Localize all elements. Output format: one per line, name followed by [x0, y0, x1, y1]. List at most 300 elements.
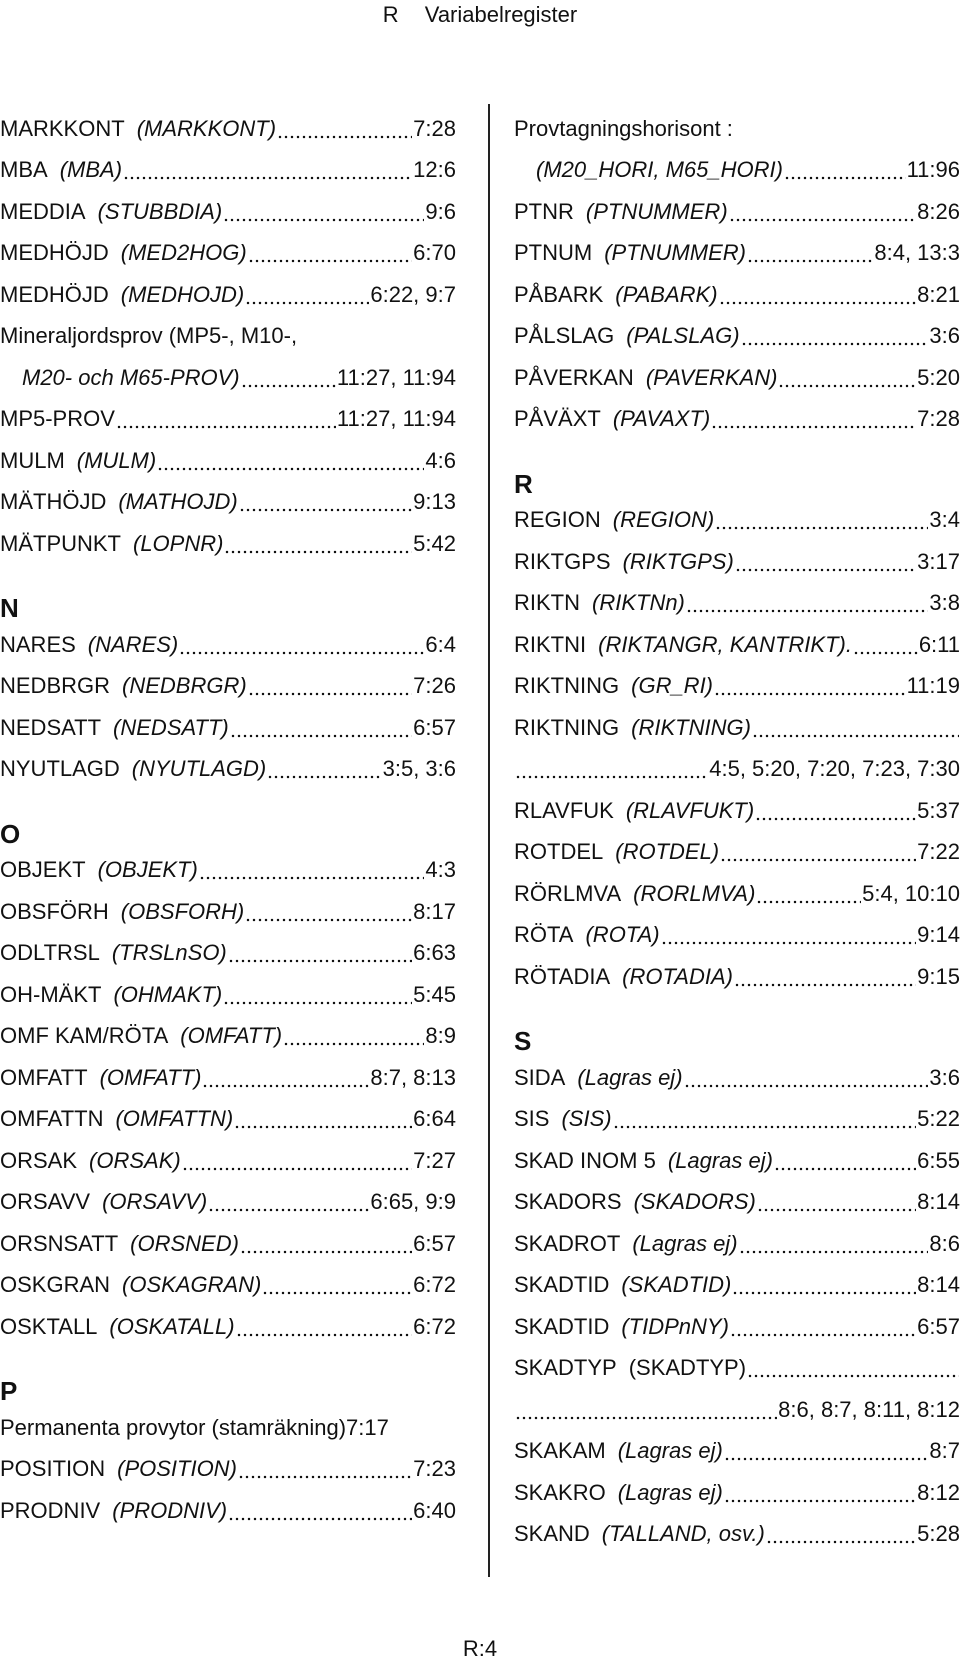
entry-code: (MED2HOG)	[120, 240, 247, 266]
dot-leader	[157, 450, 424, 472]
entry-code: (OMFATT)	[180, 1023, 283, 1049]
dot-leader	[123, 159, 412, 181]
entry-ref: 8:17	[413, 898, 456, 924]
entry-name: MÄTPUNKT	[0, 530, 121, 556]
section-heading-r: R	[514, 468, 533, 499]
index-entry	[0, 1057, 456, 1099]
entry-name: PÅVÄXT	[514, 406, 601, 432]
entry-code: (Lagras ej)	[617, 1479, 723, 1505]
entry-ref: 3:17	[917, 548, 960, 574]
index-entry	[0, 108, 456, 150]
entry-code: (ROTADIA)	[622, 963, 733, 989]
entry-code: (MULM)	[76, 447, 157, 473]
entry-ref: 8:14	[917, 1272, 960, 1298]
index-entry	[0, 624, 456, 666]
index-entry	[0, 233, 456, 275]
index-entry	[514, 1223, 960, 1265]
entry-name: MBA	[0, 157, 48, 183]
entry-ref: 6:11	[918, 631, 960, 657]
index-entry	[514, 956, 960, 998]
left-column	[0, 108, 456, 1532]
entry-code: (NYUTLAGD)	[131, 756, 267, 782]
entry-code: (SKADORS)	[633, 1189, 756, 1215]
entry-code: (STUBBDIA)	[97, 198, 223, 224]
entry-name: ORSAK	[0, 1147, 78, 1173]
dot-leader	[613, 1108, 917, 1130]
index-entry	[514, 1099, 960, 1141]
index-entry	[0, 1490, 456, 1532]
index-entry	[514, 233, 960, 275]
index-entry	[514, 915, 960, 957]
index-entry	[514, 1389, 960, 1431]
entry-code: (PABARK)	[615, 281, 718, 307]
dot-leader	[729, 201, 917, 223]
entry-name: RÖRLMVA	[514, 880, 622, 906]
entry-name: RIKTNI	[514, 631, 587, 657]
index-entry	[0, 1223, 456, 1265]
entry-name: PRODNIV	[0, 1497, 101, 1523]
index-entry	[514, 500, 960, 542]
entry-name: MP5-PROV	[0, 406, 115, 432]
entry-ref: 11:96	[906, 157, 960, 183]
index-entry	[514, 108, 960, 150]
entry-code: (PTNUMMER)	[604, 240, 746, 266]
header-letter: R	[382, 2, 399, 27]
dot-leader	[223, 201, 424, 223]
entry-ref: 6:22, 9:7	[370, 281, 456, 307]
dot-leader	[784, 159, 906, 181]
entry-code: (Lagras ej)	[577, 1064, 683, 1090]
section-heading-n: N	[0, 593, 19, 623]
dot-leader	[719, 284, 917, 306]
entry-code: (TRSLnSO)	[111, 940, 227, 966]
index-entry	[514, 1265, 960, 1307]
dot-leader	[240, 1233, 412, 1255]
dot-leader	[223, 984, 412, 1006]
dot-leader	[741, 325, 929, 347]
dot-leader	[224, 533, 412, 555]
page-header	[0, 0, 960, 30]
entry-code: (Lagras ej)	[632, 1230, 738, 1256]
index-entry	[0, 1140, 456, 1182]
entry-code: (MARKKONT)	[136, 115, 277, 141]
entry-ref: 8:9	[425, 1023, 456, 1049]
entry-ref: 11:19	[906, 673, 960, 699]
dot-leader	[755, 800, 916, 822]
index-entry	[514, 357, 960, 399]
entry-ref: 6:65, 9:9	[370, 1189, 456, 1215]
dot-leader	[228, 942, 412, 964]
dot-leader	[179, 634, 424, 656]
entry-code: (RIKTANGR, KANTRIKT).	[598, 631, 852, 657]
dot-leader	[515, 758, 708, 780]
entry-name: OSKTALL	[0, 1313, 98, 1339]
entry-name: MEDHÖJD	[0, 240, 109, 266]
entry-code: (OBJEKT)	[97, 857, 198, 883]
entry-code: (OHMAKT)	[113, 981, 223, 1007]
dot-leader	[277, 118, 412, 140]
entry-text: Permanenta provytor (stamräkning)7:17	[0, 1414, 389, 1440]
entry-code: (Lagras ej)	[617, 1438, 723, 1464]
entry-name: SKAKRO	[514, 1479, 606, 1505]
entry-code: (ORSAVV)	[102, 1189, 208, 1215]
section-heading-s: S	[514, 1026, 532, 1056]
entry-name: SKAD INOM 5	[514, 1147, 656, 1173]
entry-name: RLAVFUK	[514, 797, 614, 823]
entry-ref: 7:27	[413, 1147, 456, 1173]
dot-leader	[774, 1150, 916, 1172]
entry-code: (SKADTYP)	[628, 1355, 747, 1381]
entry-name: RIKTNING	[514, 673, 620, 699]
right-column	[514, 108, 960, 1555]
dot-leader	[262, 1274, 412, 1296]
entry-name: SKADTYP	[514, 1355, 617, 1381]
index-entry	[0, 707, 456, 749]
entry-ref: 6:55	[917, 1147, 960, 1173]
entry-ref: 6:63	[413, 940, 456, 966]
entry-ref: 7:23	[413, 1456, 456, 1482]
entry-code: (M20_HORI, M65_HORI)	[536, 157, 783, 183]
dot-leader	[267, 758, 381, 780]
entry-name: NYUTLAGD	[0, 756, 120, 782]
index-entry	[0, 933, 456, 975]
entry-name: RIKTNING	[514, 714, 620, 740]
index-entry	[0, 974, 456, 1016]
column-divider	[488, 104, 490, 1577]
entry-code: (PALSLAG)	[626, 323, 740, 349]
index-entry	[514, 790, 960, 832]
entry-code: (MEDHOJD)	[120, 281, 245, 307]
entry-code: (NARES)	[87, 631, 179, 657]
dot-leader	[239, 491, 412, 513]
entry-name: RIKTN	[514, 590, 580, 616]
entry-code: (RIKTNn)	[592, 590, 685, 616]
index-entry	[0, 440, 456, 482]
entry-code: (SIS)	[561, 1106, 612, 1132]
index-entry	[0, 274, 456, 316]
entry-ref: 12:6	[413, 157, 456, 183]
index-entry	[0, 399, 456, 441]
dot-leader	[715, 509, 928, 531]
dot-leader	[735, 551, 916, 573]
entry-ref: 8:7, 8:13	[370, 1064, 456, 1090]
entry-ref: 5:22	[917, 1106, 960, 1132]
dot-leader	[182, 1150, 412, 1172]
entry-code: (REGION)	[612, 507, 715, 533]
index-entry	[514, 832, 960, 874]
entry-name: SKAKAM	[514, 1438, 606, 1464]
index-entry	[0, 749, 456, 791]
entry-ref: 11:27, 11:94	[336, 364, 456, 390]
m-group-2	[0, 399, 456, 565]
index-entry	[0, 357, 456, 399]
entry-ref: 9:13	[413, 489, 456, 515]
index-entry	[0, 891, 456, 933]
entry-ref: 7:28	[917, 406, 960, 432]
entry-name: ODLTRSL	[0, 940, 100, 966]
r-group-2	[514, 790, 960, 998]
dot-leader	[116, 408, 336, 430]
index-entry	[514, 316, 960, 358]
r-group	[514, 500, 960, 708]
p-group	[0, 1449, 456, 1532]
index-entry	[514, 1057, 960, 1099]
index-entry	[514, 749, 960, 791]
index-entry	[0, 1016, 456, 1058]
dot-leader	[515, 1399, 777, 1421]
entry-name: MEDHÖJD	[0, 281, 109, 307]
entry-name: PTNR	[514, 198, 574, 224]
dot-leader	[236, 1316, 413, 1338]
entry-name: PTNUM	[514, 240, 593, 266]
index-entry	[0, 523, 456, 565]
entry-ref: 6:4	[425, 631, 456, 657]
entry-name: RÖTADIA	[514, 963, 611, 989]
dot-leader	[720, 841, 916, 863]
entry-ref: 3:6	[929, 323, 960, 349]
entry-ref: 4:5, 5:20, 7:20, 7:23, 7:30	[709, 756, 960, 782]
dot-leader	[756, 883, 861, 905]
entry-name: MÄTHÖJD	[0, 489, 107, 515]
entry-ref: 6:72	[413, 1272, 456, 1298]
entry-ref: 5:4, 10:10	[862, 880, 960, 906]
n-group	[0, 624, 456, 790]
entry-text: Provtagningshorisont :	[514, 115, 733, 141]
entry-ref: 5:45	[413, 981, 456, 1007]
dot-leader	[724, 1440, 929, 1462]
dot-leader	[661, 924, 917, 946]
entry-code: (OMFATT)	[99, 1064, 202, 1090]
entry-name: PÅVERKAN	[514, 364, 634, 390]
entry-ref: 9:14	[917, 922, 960, 948]
index-entry	[514, 541, 960, 583]
s-group	[514, 1057, 960, 1348]
entry-ref: 4:3	[425, 857, 456, 883]
index-entry	[514, 624, 960, 666]
dot-leader	[248, 675, 412, 697]
entry-ref: 9:6	[425, 198, 456, 224]
index-entry	[514, 399, 960, 441]
entry-ref: 6:40	[413, 1497, 456, 1523]
dot-leader	[686, 592, 929, 614]
entry-name: NARES	[0, 631, 76, 657]
entry-name: POSITION	[0, 1456, 106, 1482]
entry-code: (RORLMVA)	[633, 880, 756, 906]
index-entry	[514, 1472, 960, 1514]
entry-name: PÅLSLAG	[514, 323, 615, 349]
dot-leader	[202, 1067, 369, 1089]
dot-leader	[778, 367, 916, 389]
entry-ref: 8:14	[917, 1189, 960, 1215]
entry-name: OBSFÖRH	[0, 898, 109, 924]
dot-leader	[245, 284, 369, 306]
entry-ref: 7:22	[917, 839, 960, 865]
entry-name: OSKGRAN	[0, 1272, 111, 1298]
entry-name: SKADROT	[514, 1230, 621, 1256]
entry-code: (OSKATALL)	[109, 1313, 235, 1339]
index-entry	[514, 1431, 960, 1473]
entry-code: (GR_RI)	[631, 673, 714, 699]
index-entry	[0, 1449, 456, 1491]
entry-ref: 8:4, 13:3	[874, 240, 960, 266]
index-entry	[514, 1348, 960, 1390]
entry-code: (MATHOJD)	[118, 489, 238, 515]
entry-code: (RIKTNING)	[631, 714, 751, 740]
o-group	[0, 850, 456, 1348]
entry-ref: 6:70	[413, 240, 456, 266]
entry-name: OMF KAM/RÖTA	[0, 1023, 169, 1049]
dot-leader	[199, 859, 425, 881]
dot-leader	[711, 408, 916, 430]
dot-leader	[230, 717, 412, 739]
entry-ref: 8:26	[917, 198, 960, 224]
entry-ref: 4:6	[425, 447, 456, 473]
dot-leader	[747, 242, 873, 264]
entry-code: (OSKAGRAN)	[122, 1272, 262, 1298]
index-entry	[0, 1265, 456, 1307]
section-heading-o: O	[0, 818, 21, 849]
entry-code: (ORSAK)	[89, 1147, 181, 1173]
entry-code: (Lagras ej)	[667, 1147, 773, 1173]
entry-name: RIKTGPS	[514, 548, 611, 574]
entry-ref: 6:64	[413, 1106, 456, 1132]
entry-ref: 6:57	[413, 714, 456, 740]
entry-name: ORSAVV	[0, 1189, 91, 1215]
entry-code: (PAVAXT)	[612, 406, 711, 432]
dot-leader	[208, 1191, 369, 1213]
index-entry	[514, 707, 960, 749]
entry-code: (ROTDEL)	[615, 839, 720, 865]
entry-code: (TIDPnNY)	[621, 1313, 729, 1339]
entry-ref: 8:6, 8:7, 8:11, 8:12	[778, 1396, 960, 1422]
dot-leader	[752, 717, 959, 739]
entry-name: MEDDIA	[0, 198, 86, 224]
entry-ref: 8:21	[917, 281, 960, 307]
index-entry	[0, 1182, 456, 1224]
entry-code: (POSITION)	[117, 1456, 237, 1482]
entry-ref: 9:15	[917, 963, 960, 989]
index-entry	[514, 666, 960, 708]
entry-name: OH-MÄKT	[0, 981, 102, 1007]
entry-name: ORSNSATT	[0, 1230, 119, 1256]
entry-name: ROTDEL	[514, 839, 604, 865]
entry-code: (PAVERKAN)	[645, 364, 778, 390]
entry-name: NEDBRGR	[0, 673, 111, 699]
entry-name: SKADTID	[514, 1272, 610, 1298]
dot-leader	[248, 242, 413, 264]
dot-leader	[234, 1108, 412, 1130]
entry-ref: 11:27, 11:94	[336, 406, 456, 432]
entry-name: SKAND	[514, 1521, 590, 1547]
index-entry	[0, 316, 456, 358]
index-entry	[0, 666, 456, 708]
entry-ref: 5:42	[413, 530, 456, 556]
index-entry	[0, 1306, 456, 1348]
index-entry	[0, 482, 456, 524]
entry-code: (RIKTGPS)	[622, 548, 734, 574]
entry-name: SIS	[514, 1106, 550, 1132]
entry-code: (RLAVFUKT)	[625, 797, 755, 823]
entry-ref: 7:26	[413, 673, 456, 699]
dot-leader	[724, 1482, 916, 1504]
index-entry	[0, 191, 456, 233]
entry-code: (PRODNIV)	[112, 1497, 228, 1523]
dot-leader	[732, 1274, 916, 1296]
entry-name: RÖTA	[514, 922, 574, 948]
entry-ref: 5:28	[917, 1521, 960, 1547]
dot-leader	[714, 675, 906, 697]
entry-code: (ROTA)	[585, 922, 660, 948]
dot-leader	[757, 1191, 916, 1213]
entry-name: NEDSATT	[0, 714, 102, 740]
entry-code: (OMFATTN)	[115, 1106, 234, 1132]
entry-name: SIDA	[514, 1064, 566, 1090]
entry-code: (ORSNED)	[130, 1230, 239, 1256]
index-entry	[0, 1099, 456, 1141]
dot-leader	[241, 367, 336, 389]
page-number: R:4	[462, 1636, 498, 1661]
dot-leader	[730, 1316, 916, 1338]
dot-leader	[245, 901, 412, 923]
entry-ref: 7:28	[413, 115, 456, 141]
entry-ref: 8:6	[929, 1230, 960, 1256]
entry-name: SKADORS	[514, 1189, 622, 1215]
entry-ref: 8:7	[929, 1438, 960, 1464]
entry-name: PÅBARK	[514, 281, 604, 307]
index-entry	[0, 850, 456, 892]
entry-ref: 3:8	[929, 590, 960, 616]
dot-leader	[747, 1357, 959, 1379]
entry-name: OMFATTN	[0, 1106, 104, 1132]
dot-leader	[684, 1067, 929, 1089]
entry-code: (NEDSATT)	[113, 714, 229, 740]
m-group	[0, 108, 456, 316]
entry-name: MARKKONT	[0, 115, 125, 141]
entry-name: OMFATT	[0, 1064, 88, 1090]
entry-ref: 8:12	[917, 1479, 960, 1505]
p-group-right	[514, 191, 960, 440]
index-entry	[514, 1182, 960, 1224]
index-entry	[0, 1407, 456, 1449]
entry-code: (NEDBRGR)	[122, 673, 247, 699]
index-entry	[514, 1140, 960, 1182]
index-entry	[0, 150, 456, 192]
index-entry	[514, 583, 960, 625]
s-group-2	[514, 1431, 960, 1556]
entry-ref: 6:57	[413, 1230, 456, 1256]
index-entry	[514, 274, 960, 316]
entry-code: M20- och M65-PROV)	[22, 364, 240, 390]
dot-leader	[766, 1523, 916, 1545]
entry-code: (OBSFORH)	[120, 898, 245, 924]
entry-ref: 6:57	[917, 1313, 960, 1339]
entry-code: (MBA)	[59, 157, 123, 183]
entry-text: Mineraljordsprov (MP5-, M10-,	[0, 323, 298, 349]
entry-code: (TALLAND, osv.)	[601, 1521, 765, 1547]
entry-code: (SKADTID)	[621, 1272, 732, 1298]
entry-ref: 3:6	[929, 1064, 960, 1090]
index-entry	[514, 1306, 960, 1348]
entry-ref: 5:37	[917, 797, 960, 823]
entry-ref: 5:20	[917, 364, 960, 390]
section-heading-p: P	[0, 1376, 18, 1406]
entry-name: SKADTID	[514, 1313, 610, 1339]
index-entry	[514, 191, 960, 233]
index-entry	[514, 150, 960, 192]
dot-leader	[228, 1500, 412, 1522]
entry-ref: 6:72	[413, 1313, 456, 1339]
dot-leader	[739, 1233, 929, 1255]
